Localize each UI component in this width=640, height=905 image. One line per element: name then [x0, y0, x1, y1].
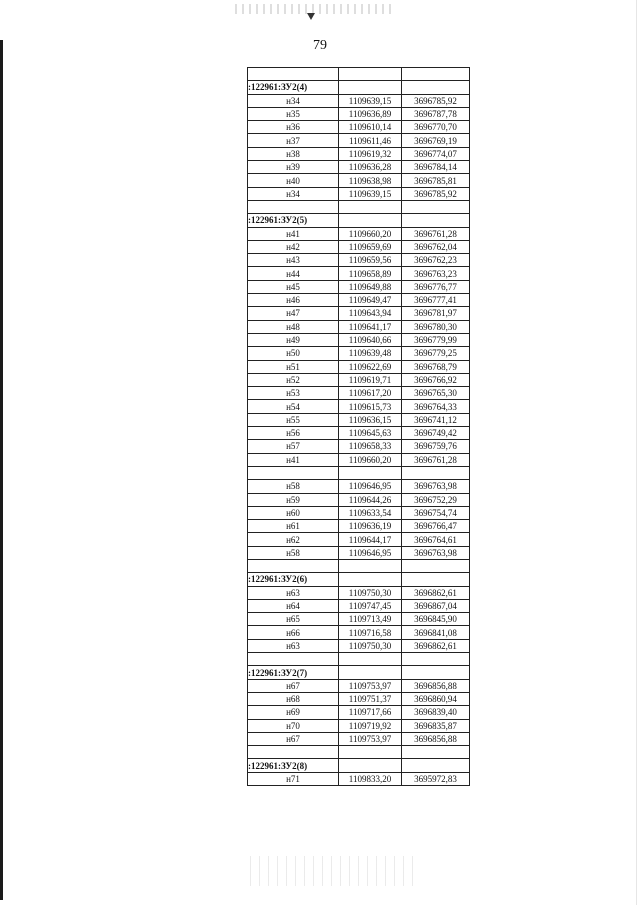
coordinates-table-wrapper: [247, 67, 469, 786]
point-id-cell: н68: [248, 692, 339, 705]
section-header-row: [248, 214, 470, 227]
table-row: [248, 732, 470, 745]
table-row: [248, 333, 470, 346]
point-id-cell: н46: [248, 294, 339, 307]
section-header-row: [248, 81, 470, 94]
y-coordinate-cell: 3696762,23: [402, 254, 470, 267]
x-coordinate-cell: 1109649,88: [339, 280, 402, 293]
x-coordinate-cell: 1109615,73: [339, 400, 402, 413]
scan-left-edge: [0, 40, 3, 900]
x-coordinate-cell: 1109747,45: [339, 599, 402, 612]
empty-cell: [248, 200, 339, 213]
x-coordinate-cell: 1109658,89: [339, 267, 402, 280]
table-row: [248, 373, 470, 386]
point-id-cell: н37: [248, 134, 339, 147]
x-coordinate-cell: 1109753,97: [339, 679, 402, 692]
table-row: [248, 280, 470, 293]
y-coordinate-cell: 3696749,42: [402, 427, 470, 440]
x-coordinate-cell: 1109617,20: [339, 387, 402, 400]
x-coordinate-cell: 1109646,95: [339, 480, 402, 493]
table-row: [248, 626, 470, 639]
x-coordinate-cell: 1109753,97: [339, 732, 402, 745]
table-row: [248, 719, 470, 732]
section-header-row: [248, 573, 470, 586]
table-row: [248, 533, 470, 546]
blank-row: [248, 653, 470, 666]
y-coordinate-cell: 3696839,40: [402, 706, 470, 719]
empty-cell: [402, 214, 470, 227]
point-id-cell: н40: [248, 174, 339, 187]
table-row: [248, 254, 470, 267]
y-coordinate-cell: 3696762,04: [402, 240, 470, 253]
coordinates-table: [247, 67, 470, 786]
y-coordinate-cell: 3696741,12: [402, 413, 470, 426]
y-coordinate-cell: 3696764,61: [402, 533, 470, 546]
y-coordinate-cell: 3696785,92: [402, 94, 470, 107]
y-coordinate-cell: 3696779,25: [402, 347, 470, 360]
point-id-cell: н59: [248, 493, 339, 506]
y-coordinate-cell: 3696780,30: [402, 320, 470, 333]
point-id-cell: н63: [248, 639, 339, 652]
point-id-cell: н38: [248, 147, 339, 160]
x-coordinate-cell: 1109636,19: [339, 520, 402, 533]
empty-cell: [248, 653, 339, 666]
y-coordinate-cell: 3696766,47: [402, 520, 470, 533]
empty-cell: [402, 559, 470, 572]
empty-cell: [402, 466, 470, 479]
y-coordinate-cell: 3696763,98: [402, 546, 470, 559]
y-coordinate-cell: 3696867,04: [402, 599, 470, 612]
table-row: [248, 493, 470, 506]
point-id-cell: н66: [248, 626, 339, 639]
blank-row: [248, 200, 470, 213]
table-row: [248, 360, 470, 373]
empty-cell: [402, 666, 470, 679]
y-coordinate-cell: 3696845,90: [402, 613, 470, 626]
x-coordinate-cell: 1109638,98: [339, 174, 402, 187]
scan-mark-icon: [306, 11, 316, 21]
x-coordinate-cell: 1109713,49: [339, 613, 402, 626]
x-coordinate-cell: 1109636,89: [339, 107, 402, 120]
section-header-label: :122961:ЗУ2(5): [248, 214, 339, 227]
table-row: [248, 639, 470, 652]
x-coordinate-cell: 1109639,48: [339, 347, 402, 360]
empty-cell: [402, 573, 470, 586]
y-coordinate-cell: 3696768,79: [402, 360, 470, 373]
table-row: [248, 94, 470, 107]
x-coordinate-cell: 1109636,28: [339, 161, 402, 174]
blank-row: [248, 746, 470, 759]
x-coordinate-cell: 1109639,15: [339, 94, 402, 107]
blank-row: [248, 466, 470, 479]
table-row: [248, 107, 470, 120]
table-row: [248, 267, 470, 280]
y-coordinate-cell: 3696766,92: [402, 373, 470, 386]
y-coordinate-cell: 3696765,30: [402, 387, 470, 400]
point-id-cell: н58: [248, 546, 339, 559]
table-row: [248, 546, 470, 559]
x-coordinate-cell: 1109622,69: [339, 360, 402, 373]
x-coordinate-cell: 1109645,63: [339, 427, 402, 440]
empty-cell: [402, 746, 470, 759]
empty-cell: [402, 68, 470, 81]
point-id-cell: н43: [248, 254, 339, 267]
empty-cell: [402, 653, 470, 666]
point-id-cell: н61: [248, 520, 339, 533]
table-row: [248, 174, 470, 187]
y-coordinate-cell: 3696769,19: [402, 134, 470, 147]
empty-cell: [339, 81, 402, 94]
point-id-cell: н41: [248, 453, 339, 466]
point-id-cell: н63: [248, 586, 339, 599]
empty-cell: [339, 68, 402, 81]
x-coordinate-cell: 1109611,46: [339, 134, 402, 147]
table-row: [248, 506, 470, 519]
point-id-cell: н64: [248, 599, 339, 612]
table-row: [248, 294, 470, 307]
y-coordinate-cell: 3696752,29: [402, 493, 470, 506]
empty-cell: [248, 68, 339, 81]
y-coordinate-cell: 3696763,98: [402, 480, 470, 493]
x-coordinate-cell: 1109833,20: [339, 772, 402, 785]
page-number: 79: [313, 38, 327, 53]
x-coordinate-cell: 1109636,15: [339, 413, 402, 426]
table-row: [248, 679, 470, 692]
empty-cell: [402, 759, 470, 772]
table-row: [248, 586, 470, 599]
table-row: [248, 307, 470, 320]
point-id-cell: н53: [248, 387, 339, 400]
x-coordinate-cell: 1109716,58: [339, 626, 402, 639]
table-row: [248, 387, 470, 400]
blank-row: [248, 68, 470, 81]
table-row: [248, 147, 470, 160]
scan-right-edge: [636, 0, 637, 905]
point-id-cell: н50: [248, 347, 339, 360]
y-coordinate-cell: 3696784,14: [402, 161, 470, 174]
empty-cell: [339, 214, 402, 227]
x-coordinate-cell: 1109644,17: [339, 533, 402, 546]
point-id-cell: н51: [248, 360, 339, 373]
table-row: [248, 400, 470, 413]
section-header-row: [248, 759, 470, 772]
y-coordinate-cell: 3696759,76: [402, 440, 470, 453]
y-coordinate-cell: 3696770,70: [402, 121, 470, 134]
x-coordinate-cell: 1109750,30: [339, 586, 402, 599]
table-row: [248, 706, 470, 719]
x-coordinate-cell: 1109643,94: [339, 307, 402, 320]
y-coordinate-cell: 3696862,61: [402, 639, 470, 652]
point-id-cell: н60: [248, 506, 339, 519]
point-id-cell: н55: [248, 413, 339, 426]
table-row: [248, 347, 470, 360]
point-id-cell: н36: [248, 121, 339, 134]
y-coordinate-cell: 3696776,77: [402, 280, 470, 293]
y-coordinate-cell: 3696860,94: [402, 692, 470, 705]
x-coordinate-cell: 1109619,71: [339, 373, 402, 386]
y-coordinate-cell: 3696777,41: [402, 294, 470, 307]
table-row: [248, 692, 470, 705]
y-coordinate-cell: 3696774,07: [402, 147, 470, 160]
point-id-cell: н39: [248, 161, 339, 174]
table-row: [248, 613, 470, 626]
x-coordinate-cell: 1109619,32: [339, 147, 402, 160]
x-coordinate-cell: 1109717,66: [339, 706, 402, 719]
y-coordinate-cell: 3696754,74: [402, 506, 470, 519]
section-header-label: :122961:ЗУ2(8): [248, 759, 339, 772]
y-coordinate-cell: 3696779,99: [402, 333, 470, 346]
section-header-label: :122961:ЗУ2(4): [248, 81, 339, 94]
point-id-cell: н34: [248, 187, 339, 200]
y-coordinate-cell: 3696856,88: [402, 732, 470, 745]
y-coordinate-cell: 3696856,88: [402, 679, 470, 692]
x-coordinate-cell: 1109644,26: [339, 493, 402, 506]
table-row: [248, 320, 470, 333]
point-id-cell: н52: [248, 373, 339, 386]
table-row: [248, 599, 470, 612]
y-coordinate-cell: 3696862,61: [402, 586, 470, 599]
empty-cell: [339, 573, 402, 586]
point-id-cell: н45: [248, 280, 339, 293]
y-coordinate-cell: 3695972,83: [402, 772, 470, 785]
point-id-cell: н62: [248, 533, 339, 546]
x-coordinate-cell: 1109633,54: [339, 506, 402, 519]
empty-cell: [339, 200, 402, 213]
x-coordinate-cell: 1109640,66: [339, 333, 402, 346]
y-coordinate-cell: 3696785,92: [402, 187, 470, 200]
coordinates-table-body: [248, 68, 470, 786]
section-header-label: :122961:ЗУ2(7): [248, 666, 339, 679]
point-id-cell: н54: [248, 400, 339, 413]
empty-cell: [402, 200, 470, 213]
empty-cell: [248, 559, 339, 572]
empty-cell: [339, 666, 402, 679]
empty-cell: [339, 759, 402, 772]
y-coordinate-cell: 3696781,97: [402, 307, 470, 320]
table-row: [248, 453, 470, 466]
x-coordinate-cell: 1109646,95: [339, 546, 402, 559]
point-id-cell: н70: [248, 719, 339, 732]
section-header-row: [248, 666, 470, 679]
point-id-cell: н58: [248, 480, 339, 493]
x-coordinate-cell: 1109719,92: [339, 719, 402, 732]
blank-row: [248, 559, 470, 572]
point-id-cell: н56: [248, 427, 339, 440]
point-id-cell: н41: [248, 227, 339, 240]
x-coordinate-cell: 1109610,14: [339, 121, 402, 134]
point-id-cell: н67: [248, 679, 339, 692]
point-id-cell: н47: [248, 307, 339, 320]
point-id-cell: н69: [248, 706, 339, 719]
section-header-label: :122961:ЗУ2(6): [248, 573, 339, 586]
table-row: [248, 480, 470, 493]
scan-noise-bottom: [250, 856, 420, 886]
empty-cell: [339, 559, 402, 572]
y-coordinate-cell: 3696787,78: [402, 107, 470, 120]
table-row: [248, 161, 470, 174]
empty-cell: [248, 466, 339, 479]
point-id-cell: н65: [248, 613, 339, 626]
x-coordinate-cell: 1109660,20: [339, 453, 402, 466]
x-coordinate-cell: 1109659,69: [339, 240, 402, 253]
point-id-cell: н49: [248, 333, 339, 346]
table-row: [248, 227, 470, 240]
point-id-cell: н57: [248, 440, 339, 453]
x-coordinate-cell: 1109639,15: [339, 187, 402, 200]
point-id-cell: н44: [248, 267, 339, 280]
empty-cell: [339, 653, 402, 666]
y-coordinate-cell: 3696761,28: [402, 227, 470, 240]
table-row: [248, 520, 470, 533]
y-coordinate-cell: 3696763,23: [402, 267, 470, 280]
empty-cell: [402, 81, 470, 94]
table-row: [248, 134, 470, 147]
point-id-cell: н34: [248, 94, 339, 107]
table-row: [248, 187, 470, 200]
x-coordinate-cell: 1109750,30: [339, 639, 402, 652]
table-row: [248, 772, 470, 785]
empty-cell: [339, 466, 402, 479]
x-coordinate-cell: 1109658,33: [339, 440, 402, 453]
x-coordinate-cell: 1109659,56: [339, 254, 402, 267]
point-id-cell: н67: [248, 732, 339, 745]
table-row: [248, 121, 470, 134]
x-coordinate-cell: 1109649,47: [339, 294, 402, 307]
table-row: [248, 427, 470, 440]
point-id-cell: н71: [248, 772, 339, 785]
y-coordinate-cell: 3696764,33: [402, 400, 470, 413]
y-coordinate-cell: 3696785,81: [402, 174, 470, 187]
point-id-cell: н35: [248, 107, 339, 120]
table-row: [248, 413, 470, 426]
point-id-cell: н48: [248, 320, 339, 333]
empty-cell: [248, 746, 339, 759]
x-coordinate-cell: 1109751,37: [339, 692, 402, 705]
point-id-cell: н42: [248, 240, 339, 253]
table-row: [248, 440, 470, 453]
table-row: [248, 240, 470, 253]
empty-cell: [339, 746, 402, 759]
x-coordinate-cell: 1109641,17: [339, 320, 402, 333]
x-coordinate-cell: 1109660,20: [339, 227, 402, 240]
y-coordinate-cell: 3696761,28: [402, 453, 470, 466]
y-coordinate-cell: 3696835,87: [402, 719, 470, 732]
y-coordinate-cell: 3696841,08: [402, 626, 470, 639]
